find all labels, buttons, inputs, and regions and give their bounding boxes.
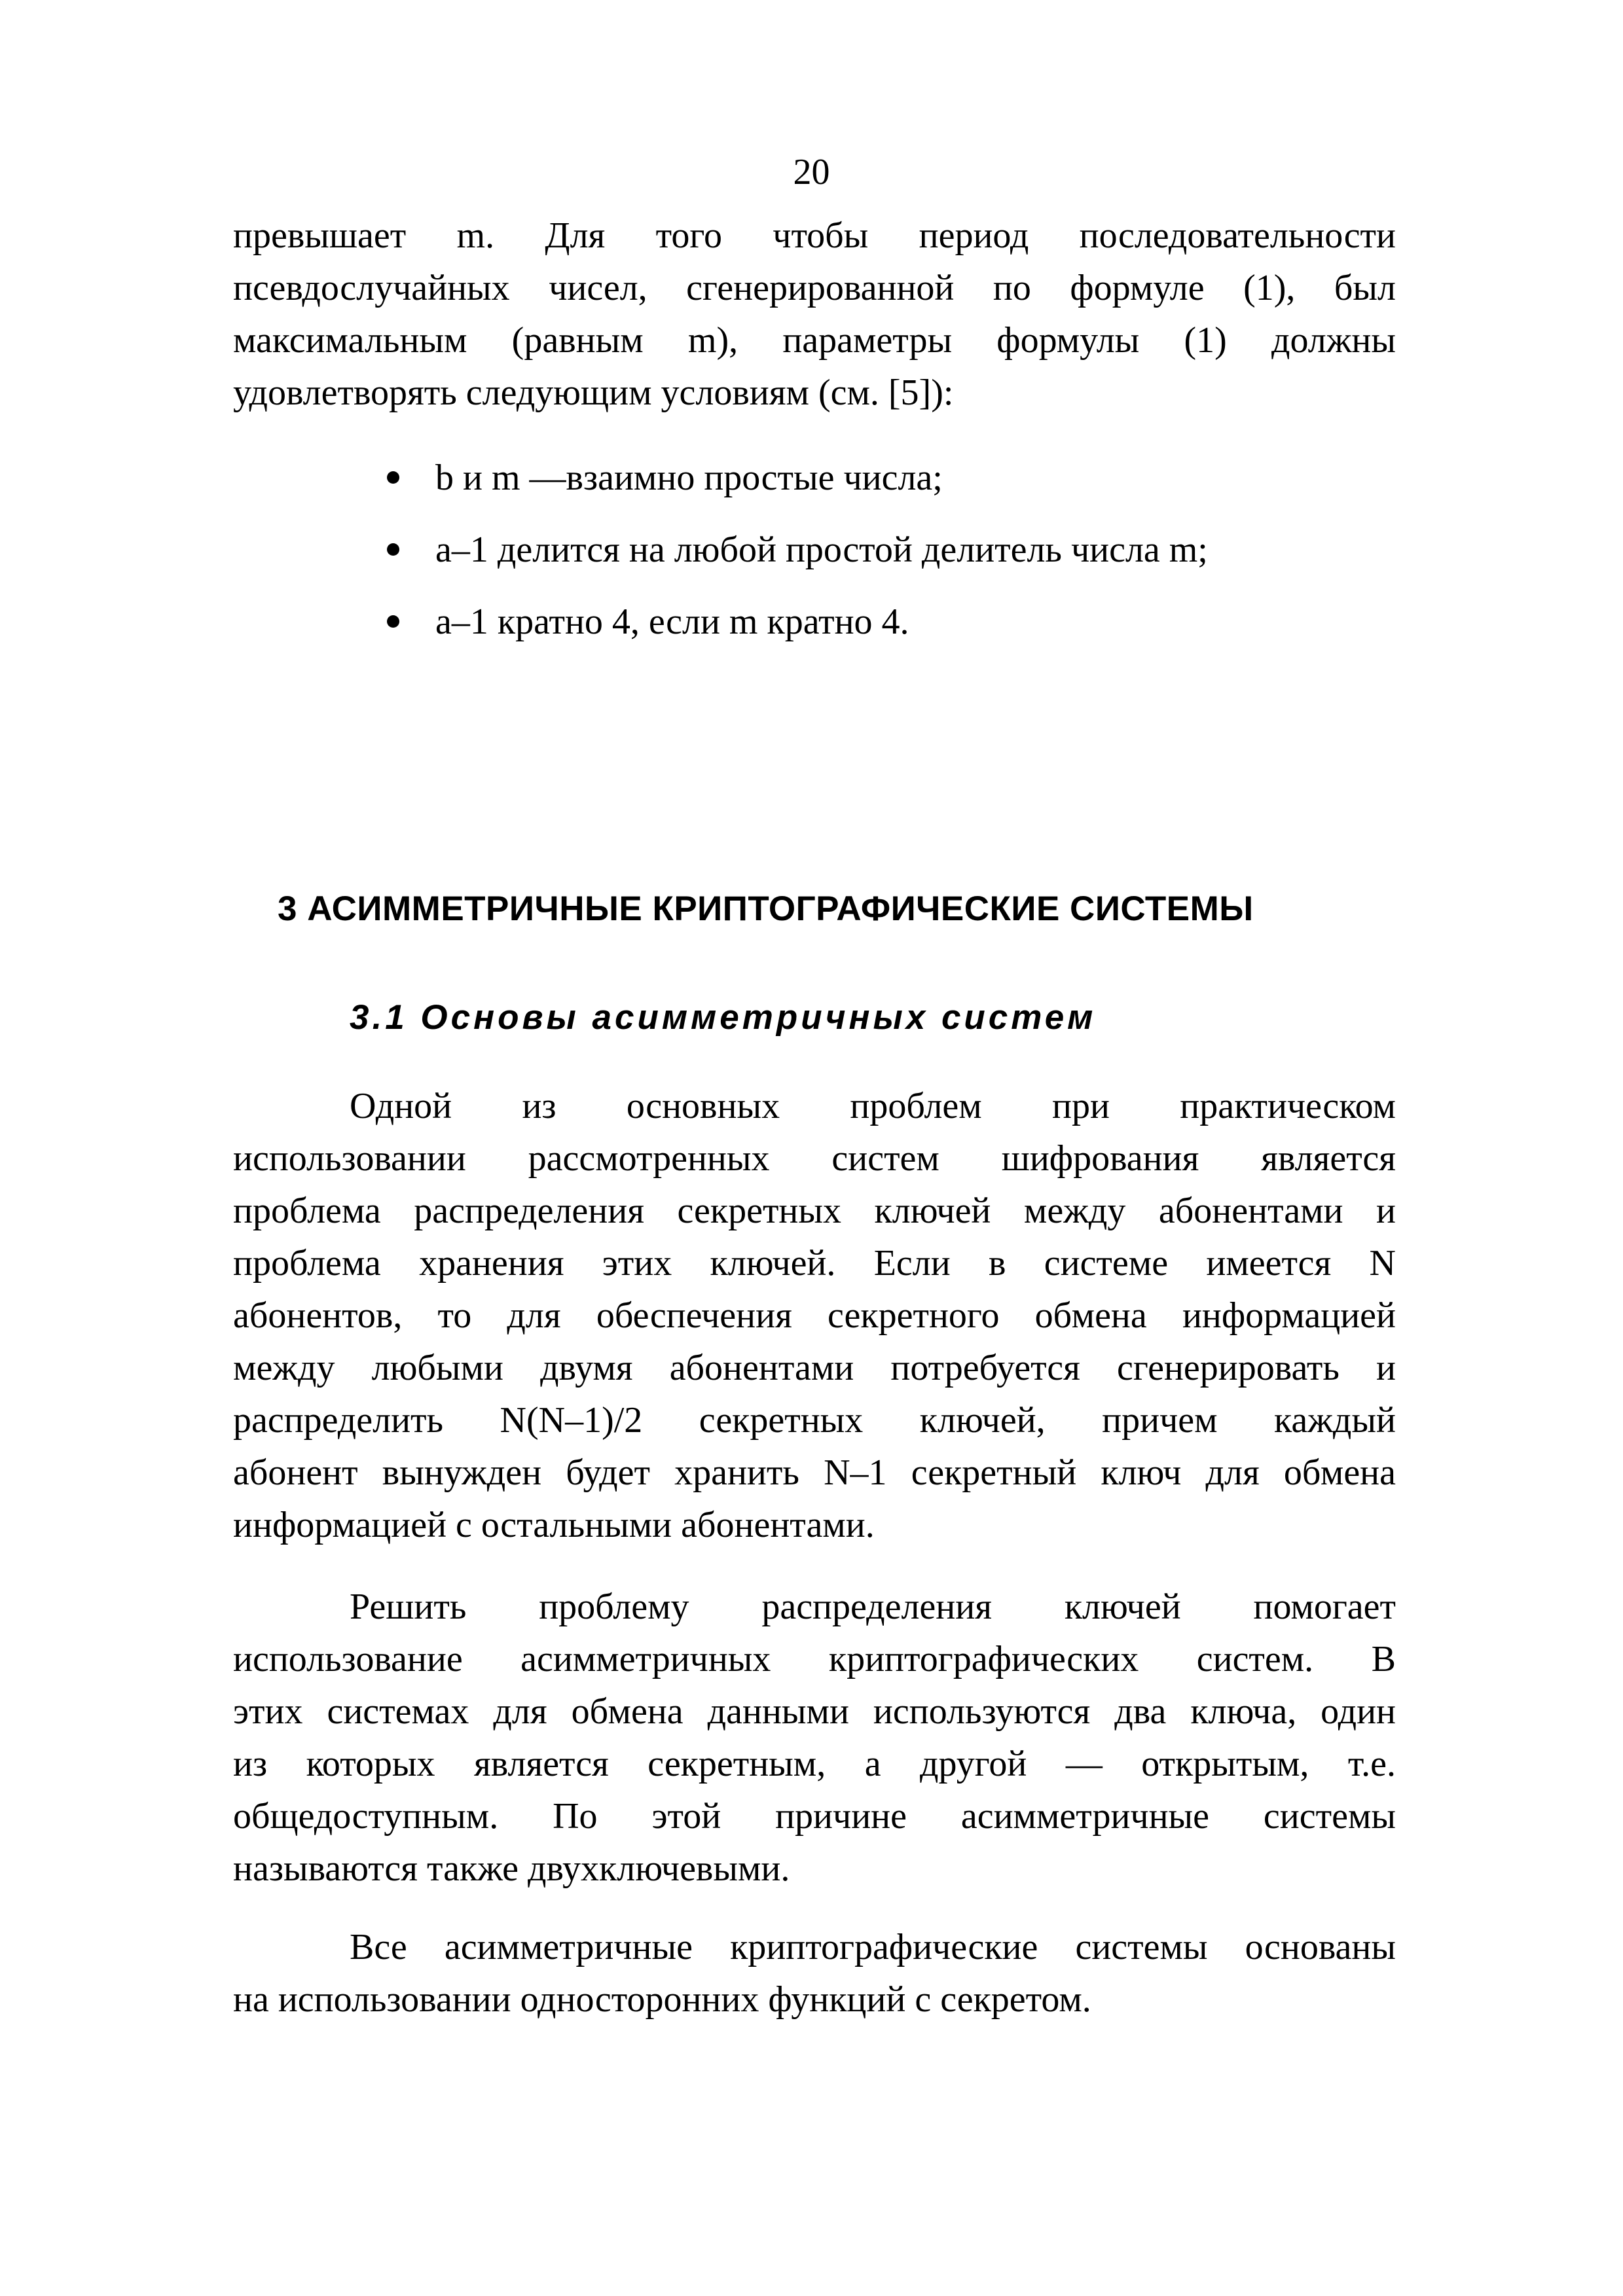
para1-line-2: использовании рассмотренных систем шифрования является [233,1138,1396,1179]
intro-paragraph [233,209,1396,419]
list-item-text: b и m —взаимно простые числа; [435,457,943,498]
paragraph-3 [233,1921,1396,2026]
para2-line-5: общедоступным. По этой причине асимметричные системы [233,1796,1396,1837]
intro-line-1: превышает m. Для того чтобы период последовательности [233,215,1396,256]
para1-line-9: информацией с остальными абонентами. [233,1505,875,1545]
bullet-icon [387,543,399,556]
list-item-text: a–1 кратно 4, если m кратно 4. [435,601,909,642]
para2-line-3: этих системах для обмена данными используются два ключа, один [233,1691,1396,1732]
para1-line-3: проблема распределения секретных ключей между абонентами и [233,1191,1396,1231]
para2-line-1: Решить проблему распределения ключей помогает [350,1587,1396,1627]
list-item-text: a–1 делится на любой простой делитель числа m; [435,529,1208,570]
section-title: 3.1 Основы асимметричных систем [350,998,1097,1037]
bullet-icon [387,471,399,484]
list-item [382,452,943,504]
para1-line-5: абонентов, то для обеспечения секретного обмена информацией [233,1295,1396,1336]
para2-line-4: из которых является секретным, а другой — открытым, т.е. [233,1744,1396,1784]
para3-line-1: Все асимметричные криптографические системы основаны [350,1927,1396,1967]
para1-line-4: проблема хранения этих ключей. Если в системе имеется N [233,1243,1396,1283]
para3-line-2: на использовании односторонних функций с секретом. [233,1979,1091,2020]
para1-line-1: Одной из основных проблем при практическом [350,1086,1396,1126]
paragraph-2 [233,1581,1396,1895]
intro-line-2: псевдослучайных чисел, сгенерированной по формуле (1), был [233,268,1396,308]
paragraph-1 [233,1080,1396,1551]
page-number: 20 [793,152,830,192]
list-item [382,524,1208,576]
intro-line-3: максимальным (равным m), параметры формулы (1) должны [233,320,1396,361]
para1-line-7: распределить N(N–1)/2 секретных ключей, причем каждый [233,1400,1396,1441]
para2-line-6: называются также двухключевыми. [233,1848,790,1889]
para1-line-8: абонент вынужден будет хранить N–1 секретный ключ для обмена [233,1452,1396,1493]
intro-line-4: удовлетворять следующим условиям (см. [5]): [233,372,954,413]
para2-line-2: использование асимметричных криптографических систем. В [233,1639,1396,1679]
chapter-title: 3 АСИММЕТРИЧНЫЕ КРИПТОГРАФИЧЕСКИЕ СИСТЕМЫ [278,889,1254,928]
list-item [382,596,909,648]
para1-line-6: между любыми двумя абонентами потребуется сгенерировать и [233,1348,1396,1388]
bullet-icon [387,615,399,628]
